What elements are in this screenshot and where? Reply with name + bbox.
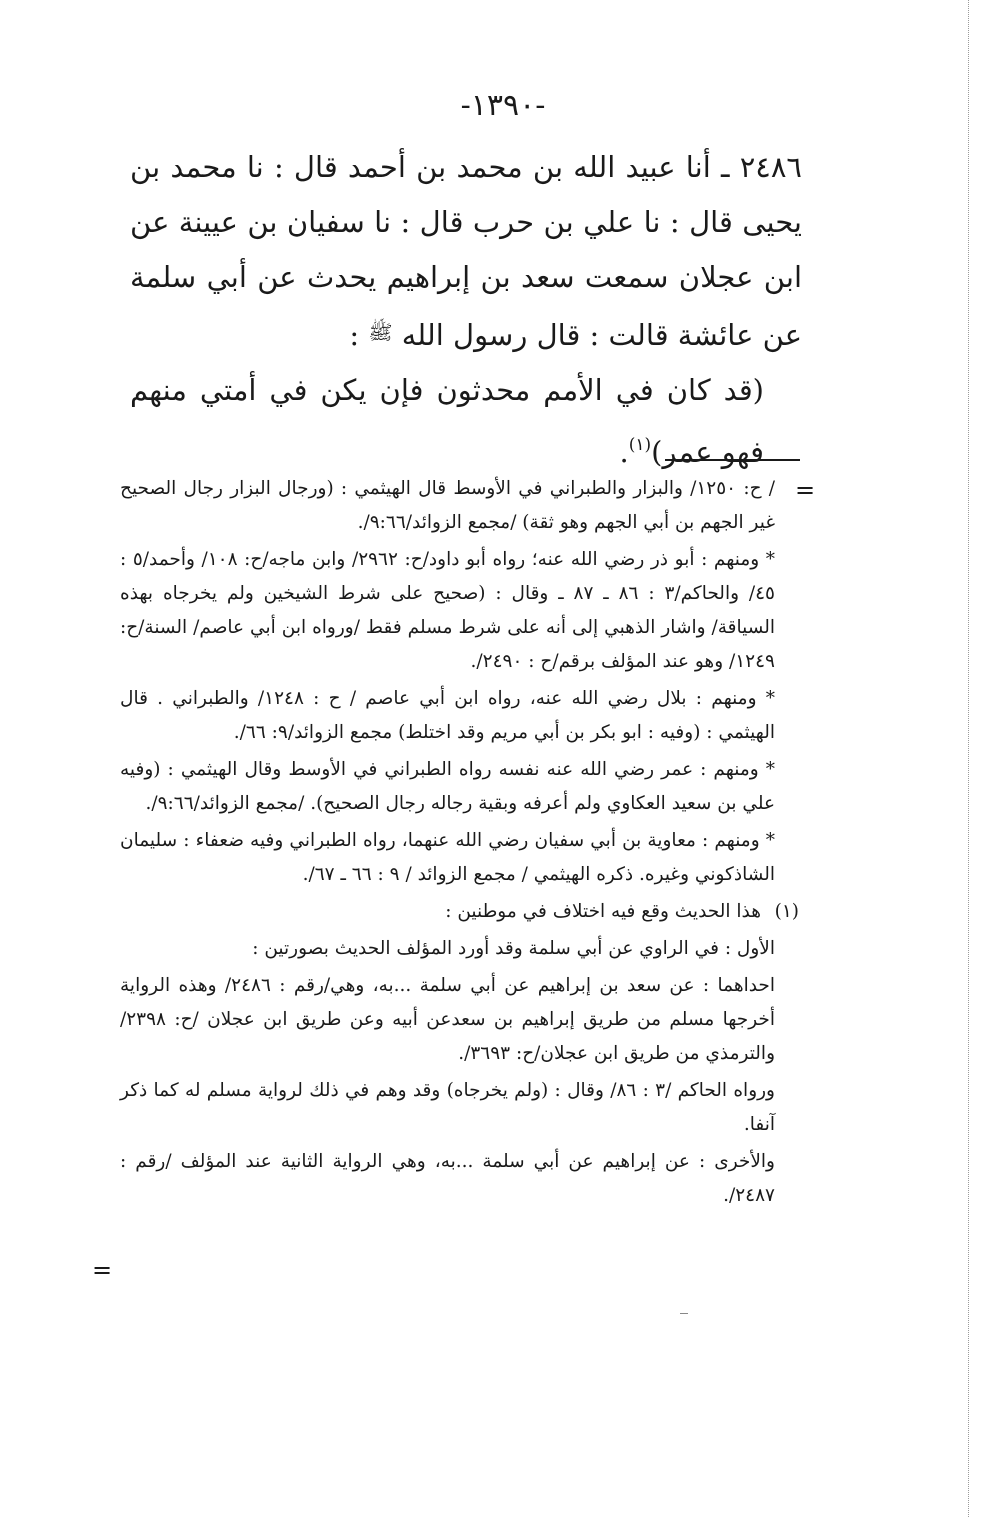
footnote-1-second-version: والأخرى : عن إبراهيم عن أبي سلمة ...به، وهي الرواية الثانية عند المؤلف /رقم : ٢٤٨٧/. xyxy=(120,1151,775,1206)
footnote-muawiya: * ومنهم : معاوية بن أبي سفيان رضي الله عنهما، رواه الطبراني وفيه ضعفاء : سليمان الشاذكوني وغيره. ذكره الهيثمي / مجمع الزوائد / ٩ : ٦٦ ـ ٦٧/. xyxy=(120,830,775,885)
footnote-1-first-version: احداهما : عن سعد بن إبراهيم عن أبي سلمة ...به، وهي/رقم : ٢٤٨٦/ وهذه الرواية أخرجها مسلم من طريق إبراهيم بن سعدعن أبيه وعن طريق ابن عجلان /ح: ٢٣٩٨/ والترمذي من طريق ابن عجلان/ح: ٣٦٩٣/. xyxy=(120,975,775,1064)
footnotes xyxy=(120,472,799,1216)
hadith-isnad-end: : xyxy=(349,318,369,352)
hadith-matn-end: . xyxy=(619,435,629,469)
hadith-matn xyxy=(130,363,802,480)
page-number: -١٣٩٠- xyxy=(460,88,546,123)
hadith-isnad-text: ٢٤٨٦ ـ أنا عبيد الله بن محمد بن أحمد قال : نا محمد بن يحيى قال : نا علي بن حرب قال : نا سفيان بن عيينة عن ابن عجلان سمعت سعد بن إبراهيم يحدث عن أبي سلمة عن عائشة قالت : قال رسول الله xyxy=(130,150,802,352)
footnote-umar: * ومنهم : عمر رضي الله عنه نفسه رواه الطبراني في الأوسط وقال الهيثمي : (وفيه علي بن سعيد العكاوي ولم أعرفه وبقية رجاله رجال الصحيح). /مجمع الزوائد/٩:٦٦/. xyxy=(120,759,775,814)
scan-mark xyxy=(680,1313,688,1314)
footnote-bilal: * ومنهم : بلال رضي الله عنه، رواه ابن أبي عاصم / ح : ١٢٤٨/ والطبراني . قال الهيثمي : (وفيه : ابو بكر بن أبي مريم وقد اختلط) مجمع الزوائد/٩: ٦٦/. xyxy=(120,688,776,743)
footnote-abu-dhar: * ومنهم : أبو ذر رضي الله عنه؛ رواه أبو داود/ح: ٢٩٦٢/ وابن ماجه/ح: ١٠٨/ وأحمد/٥ : ٤٥/ والحاكم/٣ : ٨٦ ـ ٨٧ ـ وقال : (صحيح على شرط الشيخين ولم يخرجاه بهذه السياقة/ واشار الذهبي إلى أنه على شرط مسلم فقط /ورواه ابن أبي عاصم/ السنة/ح: ١٢٤٩/ وهو عند المؤلف برقم/ح : ٢٤٩٠/. xyxy=(120,549,775,672)
footnote-1-first-point: الأول : في الراوي عن أبي سلمة وقد أورد المؤلف الحديث بصورتين : xyxy=(252,938,775,959)
hadith-isnad xyxy=(130,140,802,363)
continuation-mark-bottom: = xyxy=(92,1256,113,1284)
footnote-1-marker: (١) xyxy=(774,901,799,922)
continuation-mark-top: = xyxy=(795,476,816,504)
hadith-matn-text: (قد كان في الأمم محدثون فإن يكن في أمتي منهم فهو عمر) xyxy=(130,373,764,469)
footnote-1-hakim: ورواه الحاكم /٣ : ٨٦/ وقال : (ولم يخرجاه) وقد وهم في ذلك لرواية مسلم له كما ذكر آنفا. xyxy=(120,1080,775,1135)
footnote-1 xyxy=(120,895,799,1213)
footnote-reference: (١) xyxy=(628,435,652,455)
page-edge-dotted-line xyxy=(968,0,969,1517)
salutation-mark: ﷺ xyxy=(368,320,393,344)
footnote-continuation: / ح: ١٢٥٠/ والبزار والطبراني في الأوسط قال الهيثمي : (ورجال البزار رجال الصحيح غير الجهم بن أبي الجهم وهو ثقة) /مجمع الزوائد/٩:٦٦/. xyxy=(120,478,775,533)
hadith-text xyxy=(130,140,802,480)
footnote-1-intro: هذا الحديث وقع فيه اختلاف في موطنين : xyxy=(445,901,761,922)
footnote-separator xyxy=(665,459,800,461)
